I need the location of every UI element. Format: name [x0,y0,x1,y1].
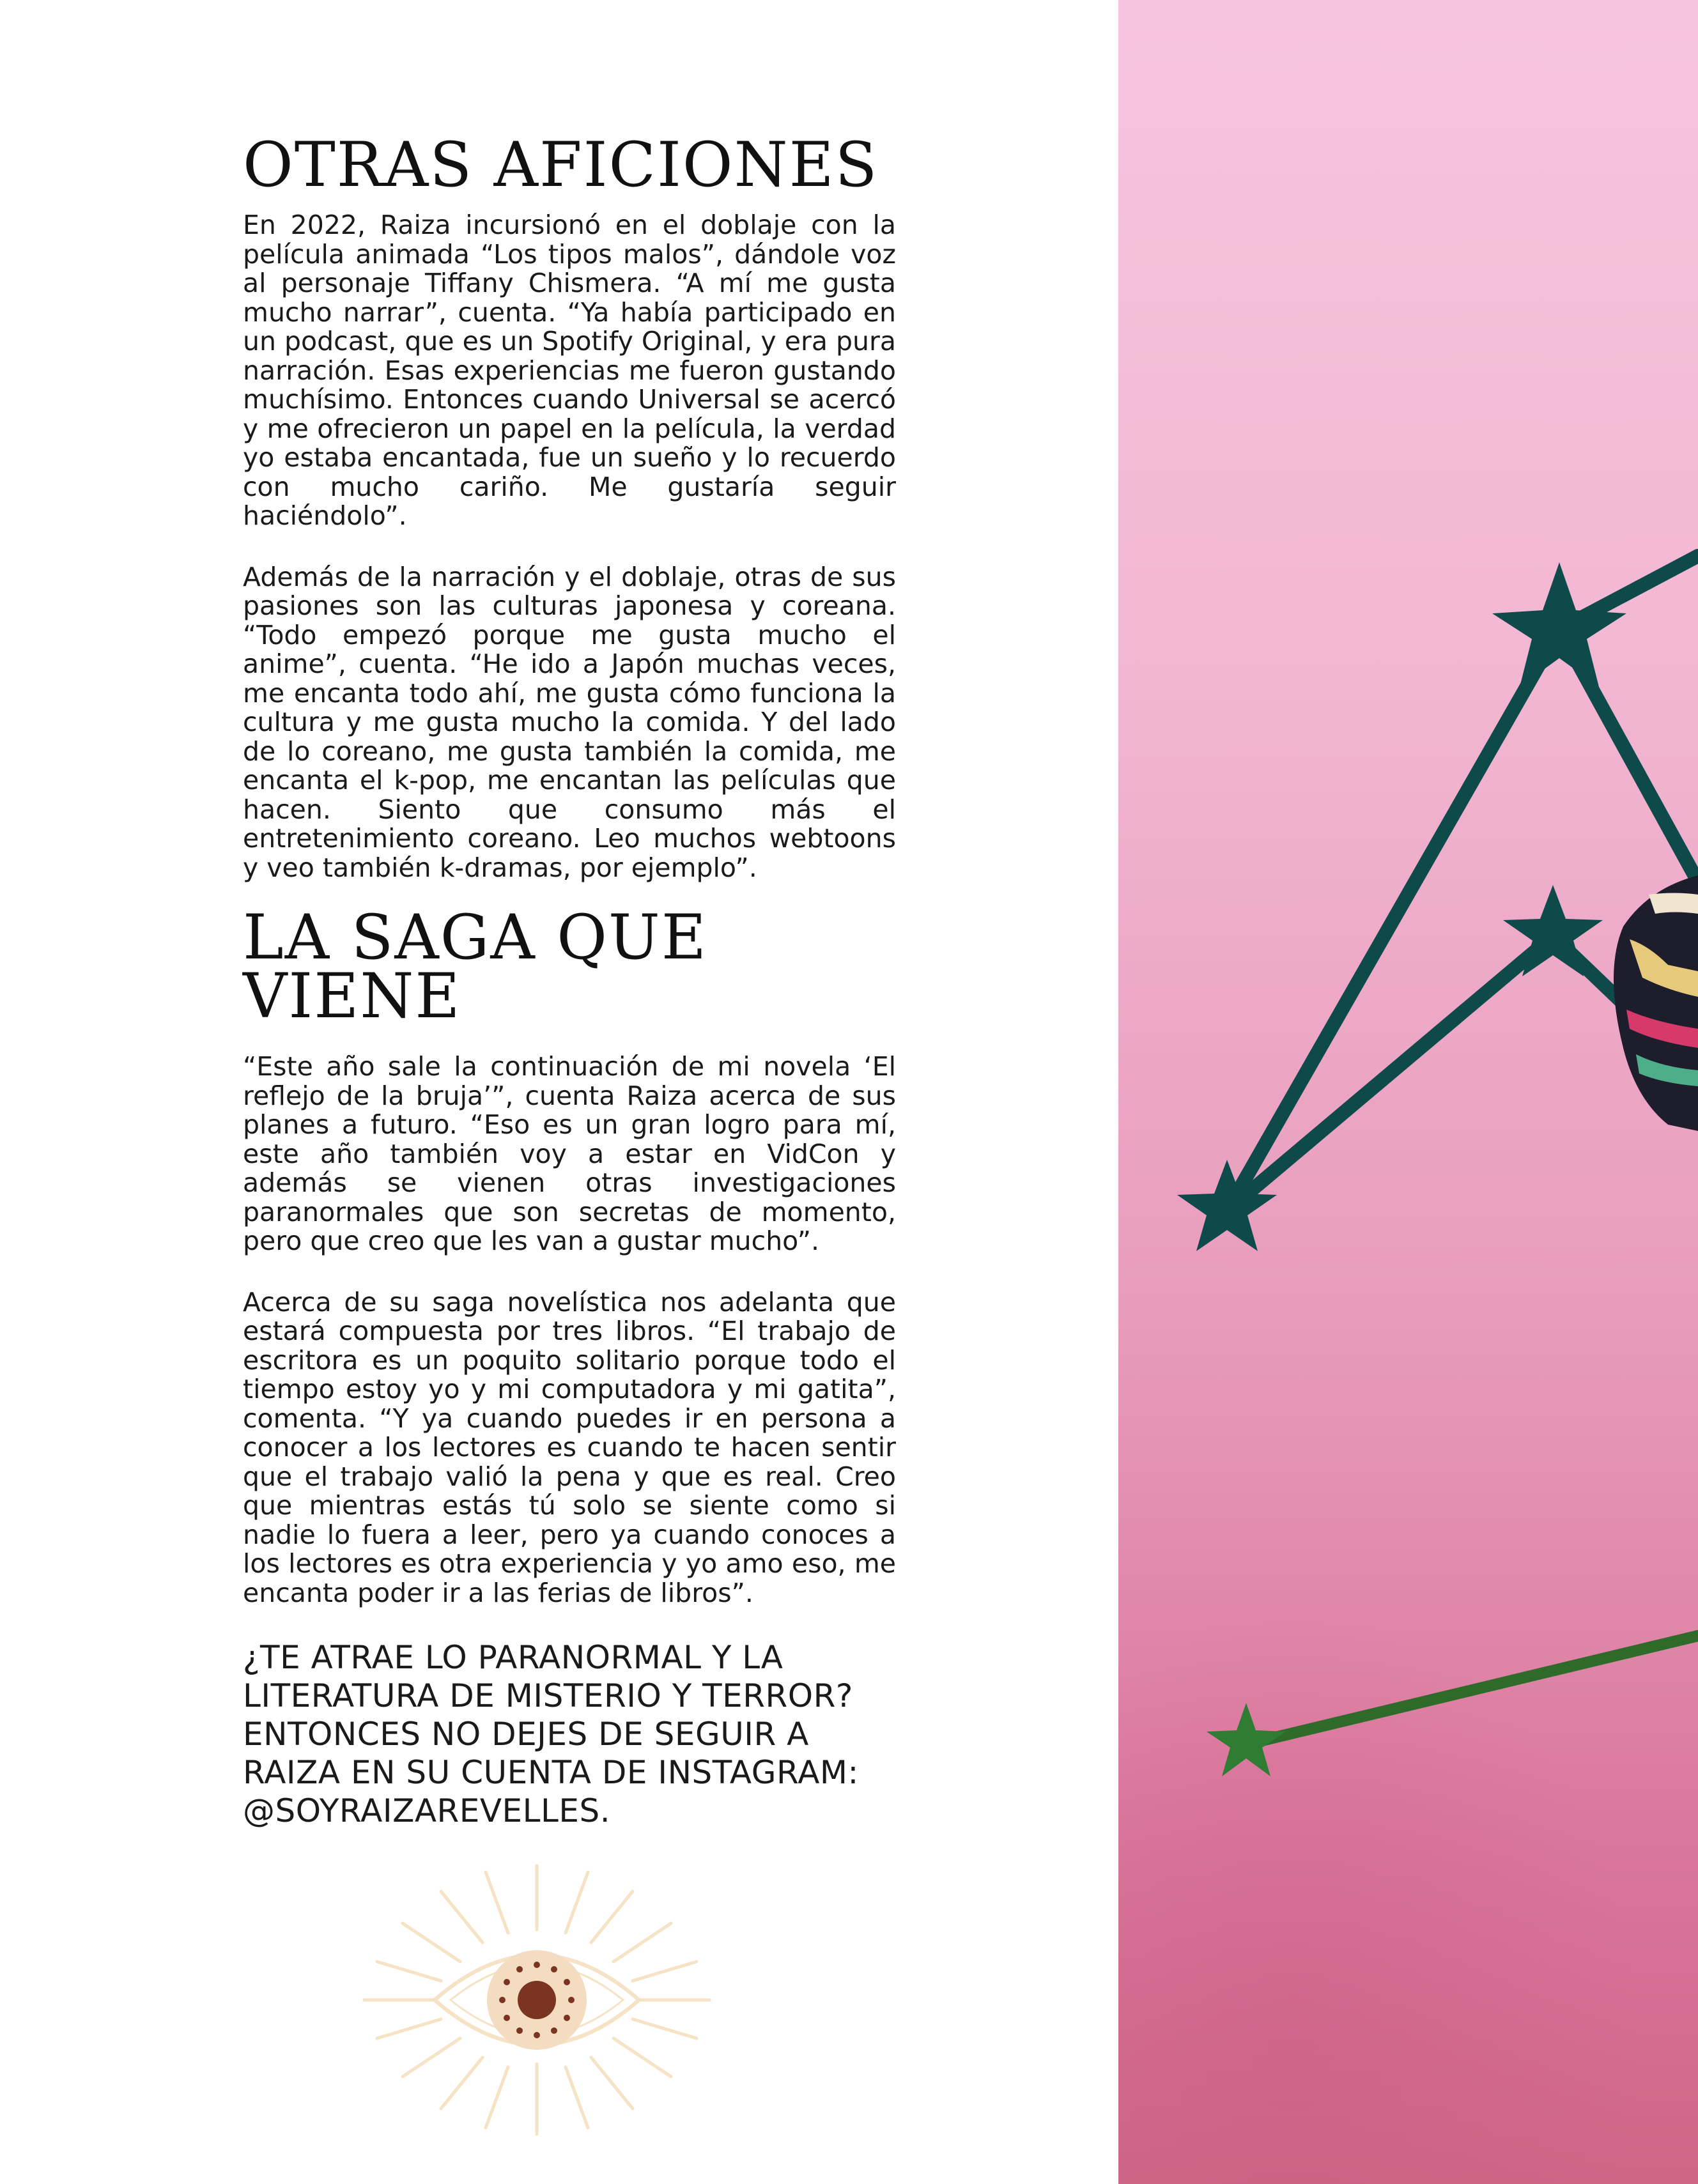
paragraph-culturas: Además de la narración y el doblaje, otras de sus pasiones son las culturas japonesa y coreana. “Todo empezó porque me gusta mucho el anime”, cuenta. “He ido a Japón muchas veces, me encanta todo ahí, me gusta cómo funciona la cultura y me gusta mucho la comida. Y del lado de lo coreano, me gusta también la comida, me encanta el k-pop, me encantan las películas que hacen. Siento que consumo más el entretenimiento coreano. Leo muchos webtoons y veo también k-dramas, por ejemplo”. [243,561,896,883]
partial-figure-clothing [1614,875,1698,1131]
paragraph-doblaje: En 2022, Raiza incursionó en el doblaje con la película animada “Los tipos malos”, dándole voz al personaje Tiffany Chismera. “A mí me gusta mucho narrar”, cuenta. “Ya había participado en un podcast, que es un Spotify Original, y era pura narración. Esas experiencias me fueron gustando muchísimo. Entonces cuando Universal se acercó y me ofrecieron un papel en la película, la verdad yo estaba encantada, fue un sueño y lo recuerdo con mucho cariño. Me gustaría seguir haciéndolo”. [243,210,896,531]
section-heading-otras-aficiones: OTRAS AFICIONES [243,129,879,201]
article-text-column [243,128,896,1862]
paragraph-saga: Acerca de su saga novelística nos adelanta que estará compuesta por tres libros. “El trabajo de escritora es un poquito solitario porque todo el tiempo estoy yo y mi computadora y mi gatita”, comenta. “Y ya cuando puedes ir en persona a conocer a los lectores es cuando te hacen sentir que el trabajo valió la pena y que es real. Creo que mientras estás tú solo se siente como si nadie lo fuera a leer, pero ya cuando conoces a los lectores es otra experiencia y yo amo eso, me encanta poder ir a las ferias de libros”. [243,1286,896,1608]
constellation-stars-lines [1118,0,1698,2184]
closing-call-to-action: ¿TE ATRAE LO PARANORMAL Y LA LITERATURA DE MISTERIO Y TERROR? ENTONCES NO DEJES DE SEGUIR A RAIZA EN SU CUENTA DE INSTAGRAM: @SOYRAIZAREVELLES. [243,1639,859,1829]
pink-photo-panel [1118,0,1698,2184]
paragraph-novela: “Este año sale la continuación de mi novela ‘El reflejo de la bruja’”, cuenta Raiza acerca de sus planes a futuro. “Eso es un gran logro para mí, este año también voy a estar en VidCon y además se vienen otras investigaciones paranormales que son secretas de momento, pero que creo que les van a gustar mucho”. [243,1051,896,1256]
all-seeing-eye-icon [345,1853,729,2147]
section-heading-la-saga-que-viene: LA SAGA QUE VIENE [243,902,707,1032]
